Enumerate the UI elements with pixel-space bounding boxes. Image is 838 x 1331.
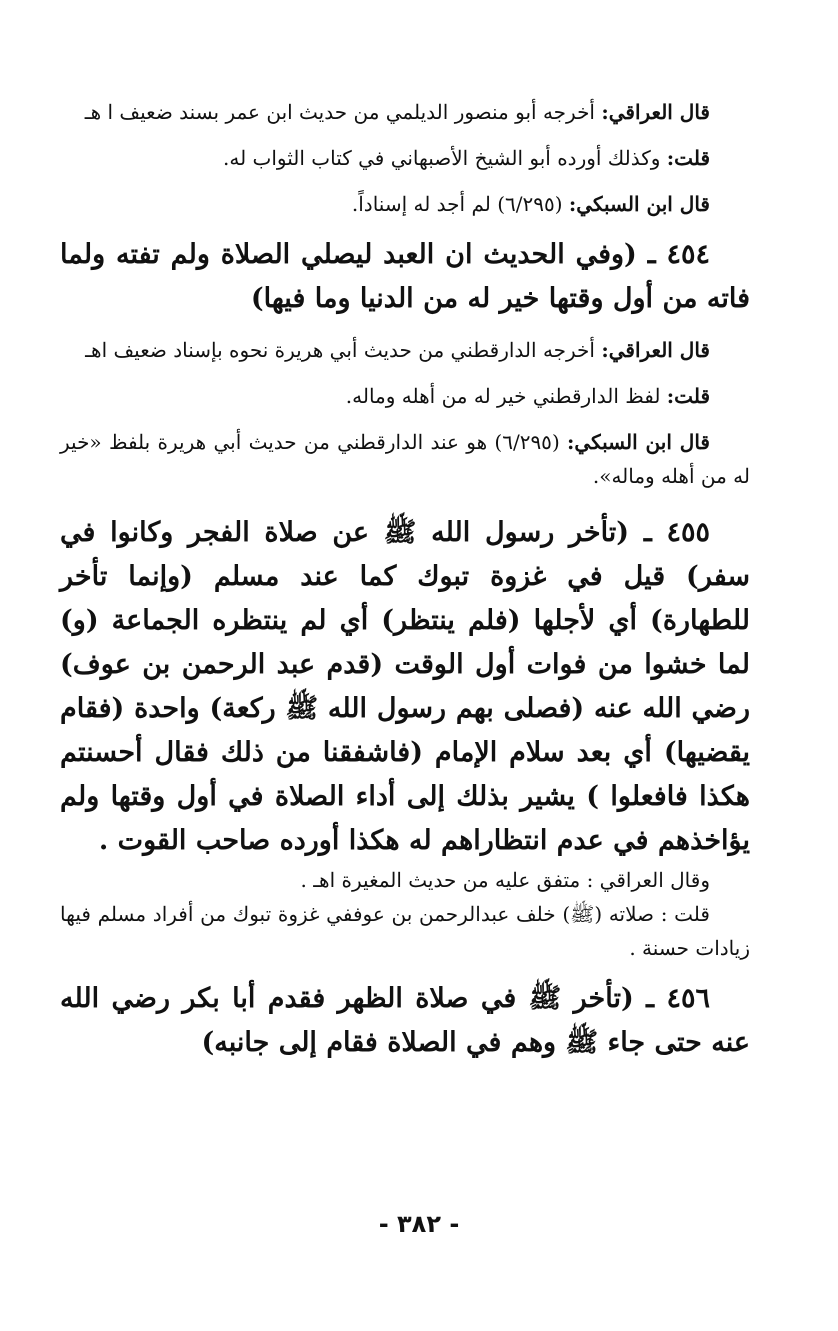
note-subki-2 [60, 425, 750, 493]
speaker-label: قال العراقي: [601, 338, 710, 362]
note-text: (٦/٢٩٥) هو عند الدارقطني من حديث أبي هريرة بلفظ «خير له من أهله وماله». [60, 430, 750, 488]
speaker-label: قال ابن السبكي: [567, 430, 710, 454]
note-iraqi-2 [60, 333, 750, 367]
note-text: (٦/٢٩٥) لم أجد له إسناداً. [351, 192, 569, 216]
note-iraqi-1 [60, 95, 750, 129]
note-text: أخرجه الدارقطني من حديث أبي هريرة نحوه بإسناد ضعيف اهـ [85, 338, 602, 362]
hadith-455: ٤٥٥ ـ (تأخر رسول الله ﷺ عن صلاة الفجر وكانوا في سفر) قيل في غزوة تبوك كما عند مسلم (وإنما تأخر للطهارة) أي لأجلها (فلم ينتظر) أي لم ينتظره الجماعة (و) لما خشوا من فوات أول الوقت (قدم عبد الرحمن بن عوف) رضي الله عنه (فصلى بهم رسول الله ﷺ ركعة) واحدة (فقام يقضيها) أي بعد سلام الإمام (فاشفقنا من ذلك فقال أحسنتم هكذا فافعلوا ) يشير بذلك إلى أداء الصلاة في أول وقتها ولم يؤاخذهم في عدم انتظاراهم له هكذا أورده صاحب القوت . [60, 517, 750, 856]
page-body [60, 95, 750, 1065]
note-qultu-3: قلت : صلاته (ﷺ) خلف عبدالرحمن بن عوففي غزوة تبوك من أفراد مسلم فيها زيادات حسنة . [60, 902, 750, 960]
speaker-label: قلت: [666, 146, 710, 170]
hadith-456: ٤٥٦ ـ (تأخر ﷺ في صلاة الظهر فقدم أبا بكر رضي الله عنه حتى جاء ﷺ وهم في الصلاة فقام إلى جانبه) [60, 983, 750, 1058]
speaker-label: قلت: [666, 384, 710, 408]
hadith-454: ٤٥٤ ـ (وفي الحديث ان العبد ليصلي الصلاة ولم تفته ولما فاته من أول وقتها خير له من الدنيا وما فيها) [60, 239, 750, 314]
note-iraqi-3: وقال العراقي : متفق عليه من حديث المغيرة اهـ . [300, 868, 710, 892]
speaker-label: قال ابن السبكي: [568, 192, 710, 216]
note-qultu-2 [60, 379, 750, 413]
note-qultu-1 [60, 141, 750, 175]
note-text: أخرجه أبو منصور الديلمي من حديث ابن عمر بسند ضعيف ا هـ [84, 100, 602, 124]
note-subki-1 [60, 187, 750, 221]
note-text: وكذلك أورده أبو الشيخ الأصبهاني في كتاب الثواب له. [222, 146, 667, 170]
note-text: لفظ الدارقطني خير له من أهله وماله. [345, 384, 667, 408]
page-number: - ٣٨٢ - [378, 1210, 460, 1238]
speaker-label: قال العراقي: [601, 100, 710, 124]
